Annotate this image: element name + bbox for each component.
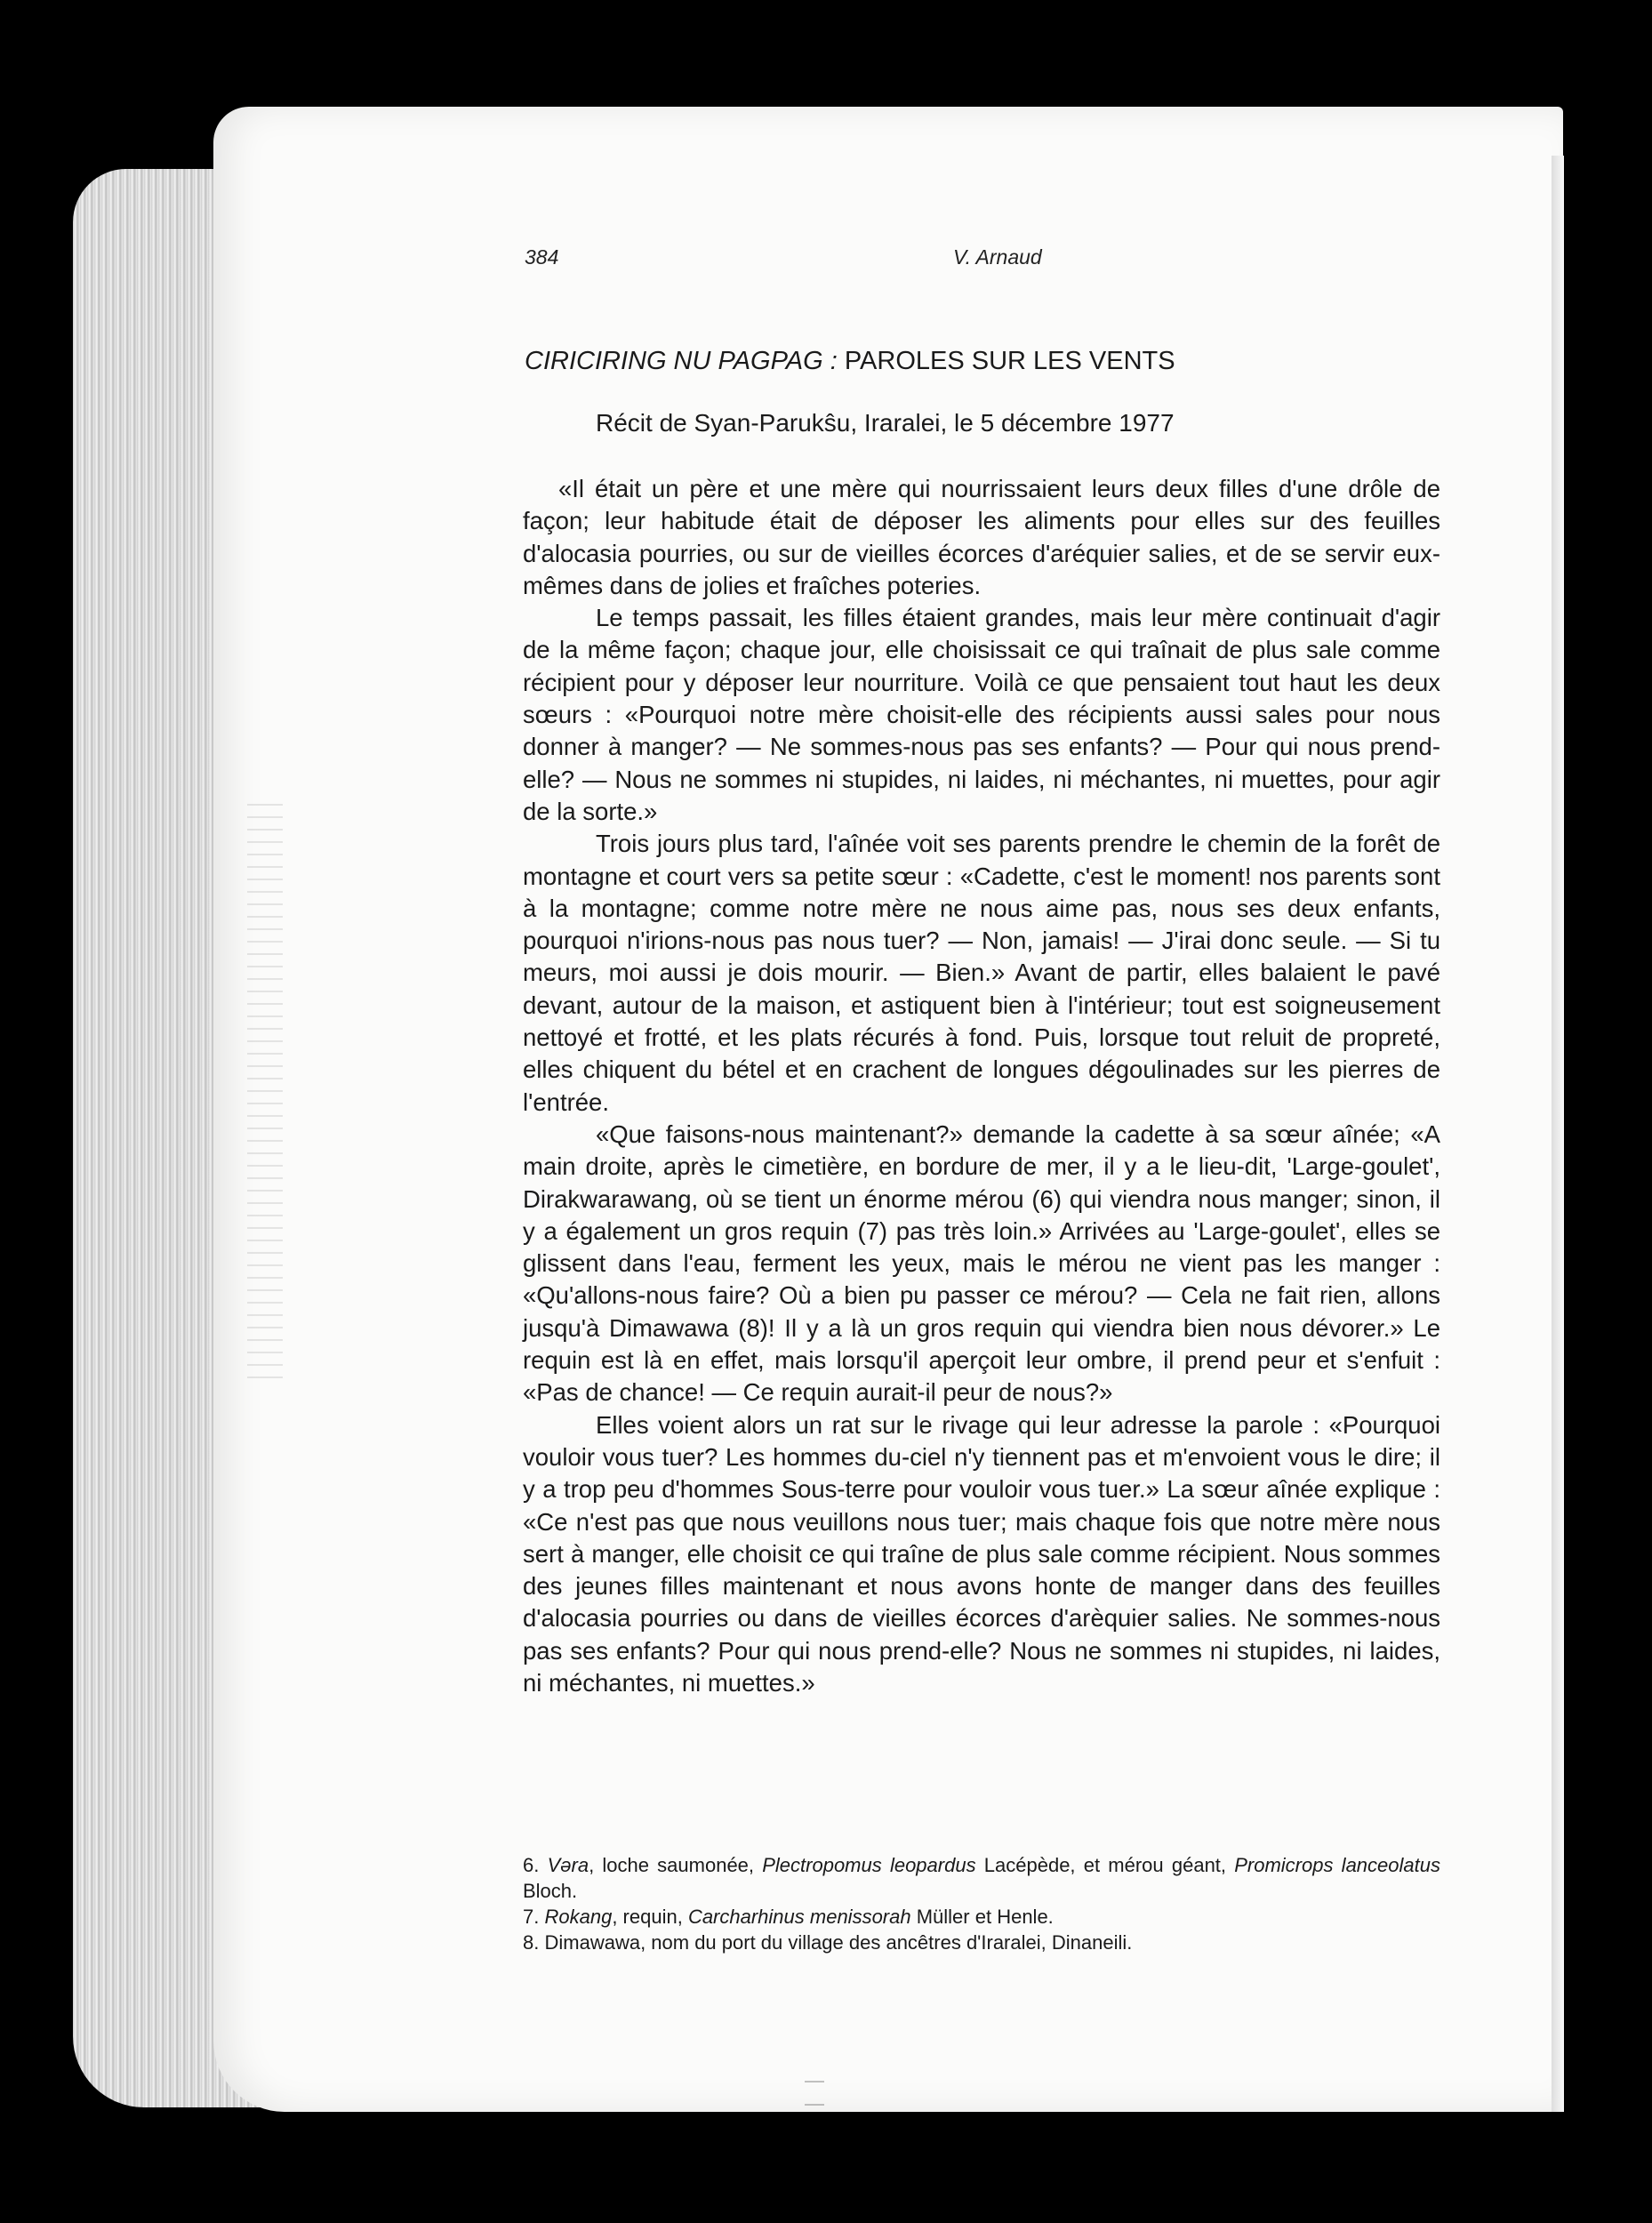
footnote-term: Rokang bbox=[544, 1906, 613, 1928]
footnote-text: Lacépède, et mérou géant, bbox=[975, 1854, 1235, 1876]
footnotes bbox=[523, 1852, 1440, 1955]
footnote-6 bbox=[523, 1852, 1440, 1904]
section-subtitle: Récit de Syan-Parukŝu, Iraralei, le 5 décembre 1977 bbox=[596, 409, 1175, 437]
paragraph: Le temps passait, les filles étaient grandes, mais leur mère continuait d'agir de la même façon; chaque jour, elle choisissait ce qui traînait de plus sale comme récipient pour y déposer leur nourriture. Voilà ce que pensaient tout haut les deux sœurs : «Pourquoi notre mère choisit-elle des récipients aussi sales pour nous donner à manger? — Ne sommes-nous pas ses enfants? — Pour qui nous prend-elle? — Nous ne sommes ni stupides, ni laides, ni méchantes, ni muettes, pour agir de la sorte.» bbox=[523, 604, 1440, 825]
paragraph: «Que faisons-nous maintenant?» demande la cadette à sa sœur aînée; «A main droite, après le cimetière, en bordure de mer, il y a le lieu-dit, 'Large-goulet', Dirakwarawang, où se tient un énorme mérou (6) qui viendra nous manger; sinon, il y a également un gros requin (7) pas très loin.» Arrivées au 'Large-goulet', elles se glissent dans l'eau, ferment les yeux, mais le mérou ne vient pas les manger : «Qu'allons-nous faire? Où a bien pu passer ce mérou? — Cela ne fait rien, allons jusqu'à Dimawawa (8)! Il y a là un gros requin qui viendra bien nous dévorer.» Le requin est là en effet, mais lorsqu'il aperçoit leur ombre, il prend peur et s'enfuit : «Pas de chance! — Ce requin aurait-il peur de nous?» bbox=[523, 1120, 1440, 1407]
footnote-text: Bloch. bbox=[523, 1880, 578, 1902]
title-roman-part: PAROLES SUR LES VENTS bbox=[844, 347, 1175, 375]
paragraph: «Il était un père et une mère qui nourrissaient leurs deux filles d'une drôle de façon; leur habitude était de déposer les aliments pour elles sur des feuilles d'alocasia pourries, ou sur de vieilles écorces d'aréquier salies, et de se servir eux-mêmes dans de jolies et fraîches poteries. bbox=[523, 475, 1440, 599]
footnote-8 bbox=[523, 1930, 1440, 1955]
running-author: V. Arnaud bbox=[953, 245, 1042, 269]
footnote-text: Dimawawa, nom du port du village des ancêtres d'Iraralei, Dinaneili. bbox=[544, 1931, 1133, 1954]
footnote-7 bbox=[523, 1904, 1440, 1930]
page-right-edge bbox=[1552, 156, 1564, 2112]
body-text bbox=[523, 473, 1440, 1699]
show-through-marks bbox=[247, 800, 283, 1378]
footnote-number: 8. bbox=[523, 1931, 540, 1954]
footnote-number: 6. bbox=[523, 1854, 540, 1876]
footnote-number: 7. bbox=[523, 1906, 540, 1928]
footnote-text: , loche saumonée, bbox=[589, 1854, 763, 1876]
paragraph: Trois jours plus tard, l'aînée voit ses parents prendre le chemin de la forêt de montagne et court vers sa petite sœur : «Cadette, c'est le moment! nos parents sont à la montagne; comme notre mère ne nous aime pas, nous ses deux enfants, pourquoi n'irions-nous pas nous tuer? — Non, jamais! — J'irai donc seule. — Si tu meurs, moi aussi je dois mourir. — Bien.» Avant de partir, elles balaient le pavé devant, autour de la maison, et astiquent bien à l'intérieur; tout est soigneusement nettoyé et frotté, et les plats récurés à fond. Puis, lorsque tout reluit de propreté, elles chiquent du bétel et en crachent de longues dégoulinades sur les pierres de l'entrée. bbox=[523, 830, 1440, 1116]
paragraph: Elles voient alors un rat sur le rivage qui leur adresse la parole : «Pourquoi vouloir vous tuer? Les hommes du-ciel n'y tiennent pas et m'envoient vous le dire; il y a trop peu d'hommes Sous-terre pour vouloir vous tuer.» La sœur aînée explique : «Ce n'est pas que nous veuillons nous tuer; mais chaque fois que notre mère nous sert à manger, elle choisit ce qui traîne de plus sale comme récipient. Nous sommes des jeunes filles maintenant et nous avons honte de manger dans des feuilles d'alocasia pourries ou dans de vieilles écorces d'arèquier salies. Ne sommes-nous pas ses enfants? Pour qui nous prend-elle? Nous ne sommes ni stupides, ni laides, ni méchantes, ni muettes.» bbox=[523, 1410, 1440, 1697]
page-number: 384 bbox=[525, 245, 559, 269]
footnote-scientific-name: Carcharhinus menissorah bbox=[687, 1906, 911, 1928]
footnote-term: Vəra bbox=[547, 1854, 589, 1876]
footnote-text: Müller et Henle. bbox=[910, 1906, 1054, 1928]
title-italic-part: CIRICIRING NU PAGPAG : bbox=[525, 347, 838, 375]
bottom-bleed-mark bbox=[805, 2081, 824, 2106]
footnote-scientific-name: Promicrops lanceolatus bbox=[1234, 1854, 1440, 1876]
footnote-scientific-name: Plectropomus leopardus bbox=[762, 1854, 976, 1876]
section-title bbox=[525, 347, 1440, 376]
footnote-text: , requin, bbox=[612, 1906, 688, 1928]
